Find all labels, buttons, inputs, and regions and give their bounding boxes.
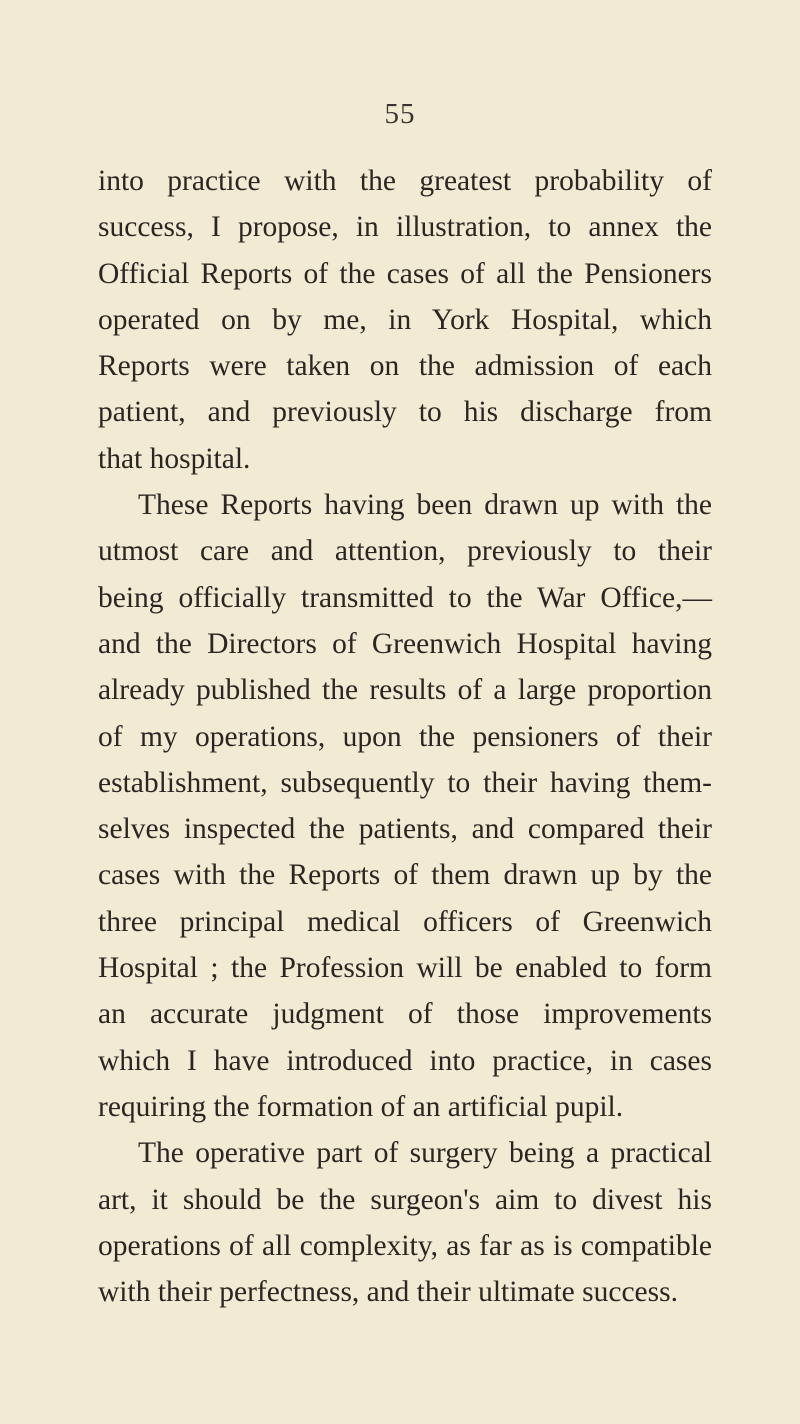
text-line: utmost care and attention, previously to their (98, 535, 712, 568)
text-line: with their perfectness, and their ultimate success. (98, 1276, 678, 1309)
text-line: an accurate judgment of those improvements (98, 998, 712, 1031)
body-text (98, 158, 712, 1315)
text-line: Hospital ; the Profession will be enabled to form (98, 952, 712, 985)
text-line: operations of all complexity, as far as is compatible (98, 1229, 712, 1262)
text-line: being officially transmitted to the War Office,— (98, 581, 712, 614)
text-line: three principal medical officers of Greenwich (98, 905, 712, 938)
text-line: which I have introduced into practice, in cases (98, 1044, 712, 1077)
text-line: Reports were taken on the admission of each (98, 350, 712, 383)
text-line: art, it should be the surgeon's aim to divest his (98, 1183, 712, 1216)
text-line: These Reports having been drawn up with the (138, 489, 712, 522)
page-number: 55 (384, 98, 416, 130)
text-line: already published the results of a large proportion (98, 674, 712, 707)
text-line: of my operations, upon the pensioners of their (98, 720, 712, 753)
text-line: establishment, subsequently to their having them- (98, 766, 712, 799)
text-line: and the Directors of Greenwich Hospital having (98, 627, 712, 660)
text-line: Official Reports of the cases of all the Pensioners (98, 257, 712, 290)
text-line: success, I propose, in illustration, to annex the (98, 211, 712, 244)
text-line: cases with the Reports of them drawn up by the (98, 859, 712, 892)
text-line: into practice with the greatest probability of (98, 165, 712, 197)
text-line: that hospital. (98, 442, 251, 475)
text-line: operated on by me, in York Hospital, which (98, 303, 712, 336)
text-line: selves inspected the patients, and compared their (98, 813, 712, 846)
text-line: patient, and previously to his discharge from (98, 396, 712, 429)
text-line: requiring the formation of an artificial pupil. (98, 1090, 624, 1123)
text-line: The operative part of surgery being a practical (138, 1137, 712, 1170)
